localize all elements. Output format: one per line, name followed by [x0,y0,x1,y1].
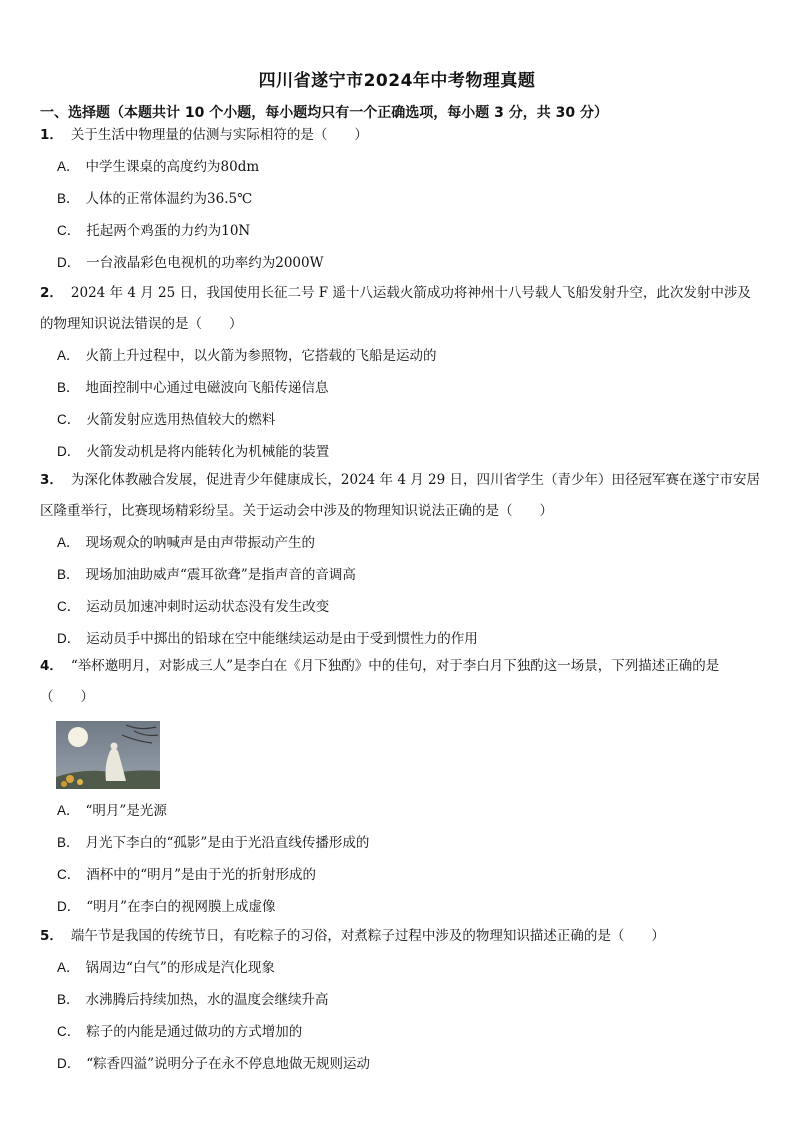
option-d: D． 火箭发动机是将内能转化为机械能的装置 [57,444,330,460]
option-a: A． “明月”是光源 [57,803,167,819]
flower-icon [61,781,67,787]
question-stem [40,465,760,527]
question-2 [40,278,760,468]
option-a: A． 火箭上升过程中，以火箭为参照物，它搭载的飞船是运动的 [57,348,437,364]
question-stem [40,921,760,952]
option-b: B． 地面控制中心通过电磁波向飞船传递信息 [57,380,329,396]
option-c: C． 火箭发射应选用热值较大的燃料 [57,412,276,428]
question-text: 关于生活中物理量的估测与实际相符的是（ ） [70,127,368,143]
question-1 [40,120,760,279]
question-stem [40,651,760,713]
option-c: C． 运动员加速冲刺时运动状态没有发生改变 [57,599,330,615]
option-a: A． 锅周边“白气”的形成是汽化现象 [57,960,275,976]
question-stem [40,120,760,151]
question-text: “举杯邀明月，对影成三人”是李白在《月下独酌》中的佳句，对于李白月下独酌这一场景，下列描述正确的是（ ） [40,658,720,705]
option-d: D． 一台液晶彩色电视机的功率约为2000W [57,255,324,271]
question-5 [40,921,760,1080]
question-text: 为深化体教融合发展，促进青少年健康成长，2024 年 4 月 29 日，四川省学生（青少年）田径冠军赛在遂宁市安居区隆重举行，比赛现场精彩纷呈。关于运动会中涉及的物理知识说法正确的是（ ） [40,472,760,519]
moonlight-drinking-illustration [56,721,160,789]
question-3 [40,465,760,655]
question-number: 3． [40,472,63,488]
question-text: 端午节是我国的传统节日，有吃粽子的习俗，对煮粽子过程中涉及的物理知识描述正确的是（ ） [70,928,665,944]
option-b: B． 现场加油助威声“震耳欲聋”是指声音的音调高 [57,567,356,583]
option-d: D． “粽香四溢”说明分子在永不停息地做无规则运动 [57,1056,371,1072]
question-number: 5． [40,928,63,944]
question-number: 4． [40,658,63,674]
option-b: B． 人体的正常体温约为36.5℃ [57,191,253,207]
option-b: B． 月光下李白的“孤影”是由于光沿直线传播形成的 [57,835,370,851]
poet-head-icon [111,743,118,750]
question-stem [40,278,760,340]
option-a: A． 中学生课桌的高度约为80dm [57,159,260,175]
question-4 [40,651,760,923]
question-number: 2． [40,285,63,301]
flower-icon [66,775,74,783]
option-d: D． 运动员手中掷出的铅球在空中能继续运动是由于受到惯性力的作用 [57,631,478,647]
option-d: D． “明月”在李白的视网膜上成虚像 [57,899,276,915]
option-c: C． 酒杯中的“明月”是由于光的折射形成的 [57,867,317,883]
flower-icon [77,779,83,785]
section-heading: 一、选择题（本题共计 10 个小题，每小题均只有一个正确选项，每小题 3 分，共 30 分） [40,105,608,121]
page-title: 四川省遂宁市2024年中考物理真题 [258,71,536,91]
question-number: 1． [40,127,63,143]
option-c: C． 粽子的内能是通过做功的方式增加的 [57,1024,303,1040]
option-a: A． 现场观众的呐喊声是由声带振动产生的 [57,535,316,551]
option-c: C． 托起两个鸡蛋的力约为10N [57,223,251,239]
question-text: 2024 年 4 月 25 日，我国使用长征二号 F 遥十八运载火箭成功将神州十八号载人飞船发射升空，此次发射中涉及的物理知识说法错误的是（ ） [40,285,751,332]
moon-icon [68,727,88,747]
option-b: B． 水沸腾后持续加热，水的温度会继续升高 [57,992,329,1008]
